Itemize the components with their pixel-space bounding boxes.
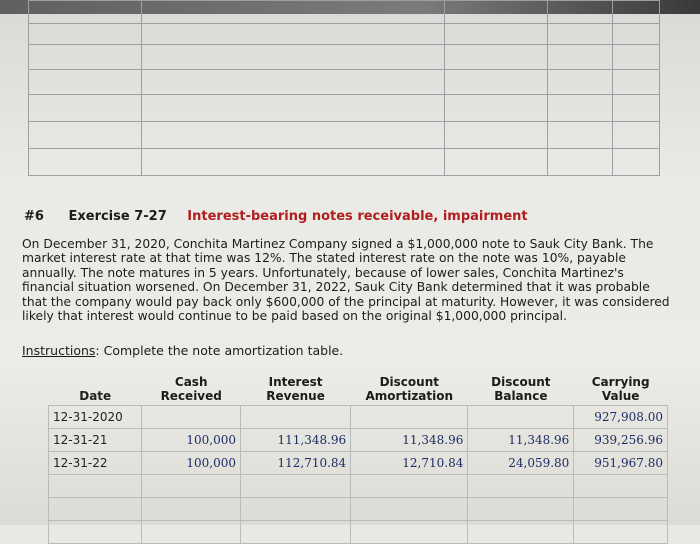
cell-date[interactable]: [49, 498, 142, 521]
amortization-table: [48, 362, 668, 544]
cell-discount-amortization[interactable]: [351, 475, 468, 498]
table-header-row: [49, 362, 668, 406]
cell-discount-amortization[interactable]: [351, 498, 468, 521]
cell-cash-received[interactable]: [142, 475, 241, 498]
exercise-header: [24, 209, 528, 224]
problem-statement: [22, 237, 672, 323]
exercise-title: Interest-bearing notes receivable, impairment: [187, 209, 528, 224]
cell-interest-revenue[interactable]: [240, 498, 350, 521]
header-date: Date: [49, 362, 142, 406]
header-discount-balance: Discount Balance: [468, 362, 574, 406]
cell-carrying-value[interactable]: [574, 521, 668, 544]
header-cash-received: Cash Received: [142, 362, 241, 406]
cell-date[interactable]: [49, 521, 142, 544]
cell-carrying-value[interactable]: [574, 498, 668, 521]
exercise-code: Exercise 7-27: [68, 209, 167, 224]
table-row: [49, 429, 668, 452]
header-discount-amortization: Discount Amortization: [351, 362, 468, 406]
cell-interest-revenue[interactable]: 111,348.96: [240, 429, 350, 452]
cell-discount-balance[interactable]: [468, 406, 574, 429]
cell-discount-amortization[interactable]: [351, 406, 468, 429]
cell-carrying-value[interactable]: 951,967.80: [574, 452, 668, 475]
instructions-label: Instructions: [22, 343, 96, 358]
cell-carrying-value[interactable]: 939,256.96: [574, 429, 668, 452]
cell-carrying-value[interactable]: [574, 475, 668, 498]
cell-interest-revenue[interactable]: 112,710.84: [240, 452, 350, 475]
previous-blank-table: [28, 0, 660, 176]
cell-date: 12-31-21: [49, 429, 142, 452]
cell-interest-revenue[interactable]: [240, 406, 350, 429]
cell-discount-balance[interactable]: 24,059.80: [468, 452, 574, 475]
table-row-empty: [49, 475, 668, 498]
cell-discount-balance[interactable]: [468, 498, 574, 521]
cell-cash-received[interactable]: [142, 498, 241, 521]
header-interest-revenue: Interest Revenue: [240, 362, 350, 406]
cell-date: 12-31-2020: [49, 406, 142, 429]
table-row: [49, 406, 668, 429]
cell-date: 12-31-22: [49, 452, 142, 475]
cell-cash-received[interactable]: [142, 521, 241, 544]
problem-text: On December 31, 2020, Conchita Martinez Company signed a $1,000,000 note to Sauk City Bank. The market interest rate at that time was 12%. The stated interest rate on the note was 10%, payable annually. The note matures in 5 years. Unfortunately, because of lower sales, Conchita Martinez's financial situation worsened. On December 31, 2022, Sauk City Bank determined that it was probable that the company would pay back only $600,000 of the principal at maturity. However, it was considered likely that interest would continue to be paid based on the original $1,000,000 principal.: [22, 237, 670, 324]
cell-interest-revenue[interactable]: [240, 521, 350, 544]
table-row: [49, 452, 668, 475]
cell-date[interactable]: [49, 475, 142, 498]
cell-interest-revenue[interactable]: [240, 475, 350, 498]
cell-discount-amortization[interactable]: [351, 521, 468, 544]
header-carrying-value: Carrying Value: [574, 362, 668, 406]
cell-discount-amortization[interactable]: 11,348.96: [351, 429, 468, 452]
cell-discount-balance[interactable]: [468, 521, 574, 544]
cell-discount-balance[interactable]: 11,348.96: [468, 429, 574, 452]
cell-cash-received[interactable]: 100,000: [142, 429, 241, 452]
cell-carrying-value[interactable]: 927,908.00: [574, 406, 668, 429]
exercise-number: #6: [24, 209, 44, 224]
cell-cash-received[interactable]: 100,000: [142, 452, 241, 475]
table-row-empty: [49, 498, 668, 521]
cell-cash-received[interactable]: [142, 406, 241, 429]
cell-discount-amortization[interactable]: 12,710.84: [351, 452, 468, 475]
instructions-text: : Complete the note amortization table.: [95, 343, 344, 358]
instructions: [22, 343, 343, 358]
table-row-empty: [49, 521, 668, 544]
cell-discount-balance[interactable]: [468, 475, 574, 498]
